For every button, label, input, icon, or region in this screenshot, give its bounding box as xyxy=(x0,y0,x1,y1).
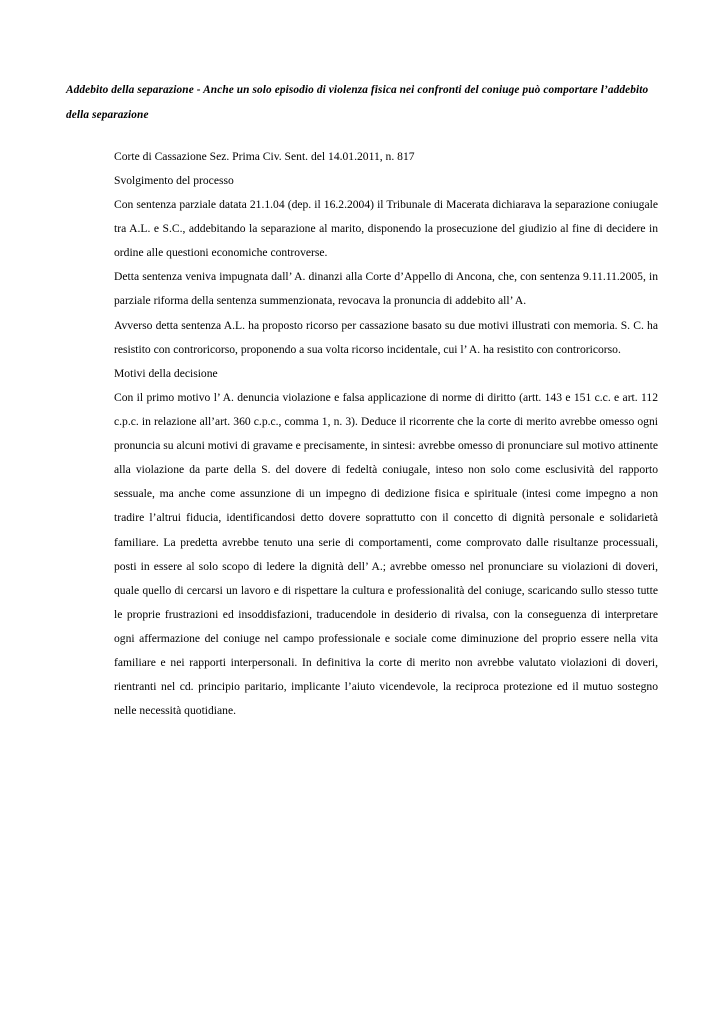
paragraph-tribunal-macerata: Con sentenza parziale datata 21.1.04 (dep. il 16.2.2004) il Tribunale di Macerata dichiarava la separazione coniugale tra A.L. e S.C., addebitando la separazione al marito, disponendo la prosecuzione del giudizio al fine di decidere in ordine alle questioni economiche controverse. xyxy=(114,198,658,260)
paragraph-first-ground: Con il primo motivo l’ A. denuncia violazione e falsa applicazione di norme di diritto (artt. 143 e 151 c.c. e art. 112 c.p.c. in relazione all’art. 360 c.p.c., comma 1, n. 3). Deduce il ricorrente che la corte di merito avrebbe omesso ogni pronuncia su alcuni motivi di gravame e precisamente, in sintesi: avrebbe omesso di pronunciare sul motivo attinente alla violazione da parte della S. del dovere di fedeltà coniugale, inteso non solo come esclusività del rapporto sessuale, ma anche come assunzione di un impegno di dedizione fisica e spirituale (intesi come impegno a non tradire l’altrui fiducia, identificandosi detto dovere soprattutto con il concetto di dignità personale e solidarietà familiare. La predetta avrebbe tenuto una serie di comportamenti, come comprovato dalle risultanze processuali, posti in essere al solo scopo di ledere la dignità dell’ A.; avrebbe omesso nel pronunciare su violazioni di doveri, quale quello di cercarsi un lavoro e di rispettare la cultura e professionalità del coniuge, scaricando sullo stesso tutte le proprie frustrazioni ed insoddisfazioni, traducendole in desiderio di rivalsa, con la conseguenza di interpretare ogni affermazione del coniuge nel campo professionale e sociale come diminuzione del proprio essere nella vita familiare e nei rapporti interpersonali. In definitiva la corte di merito non avrebbe valutato violazioni di doveri, rientranti nel cd. principio paritario, implicante l’aiuto vicendevole, la reciproca protezione ed il mutuo sostegno nelle necessità quotidiane. xyxy=(114,390,658,718)
document-body xyxy=(114,145,658,724)
paragraph-appeal-ancona: Detta sentenza veniva impugnata dall’ A. dinanzi alla Corte d’Appello di Ancona, che, con sentenza 9.11.11.2005, in parziale riforma della sentenza summenzionata, revocava la pronuncia di addebito all’ A. xyxy=(114,270,658,308)
paragraph-section-heading-decision: Motivi della decisione xyxy=(114,366,218,380)
document-title: Addebito della separazione - Anche un solo episodio di violenza fisica nei confronti del coniuge può comportare l’addebito della separazione xyxy=(66,84,649,122)
paragraph-section-heading-proceedings: Svolgimento del processo xyxy=(114,173,234,187)
paragraph-cassation-appeal: Avverso detta sentenza A.L. ha proposto ricorso per cassazione basato su due motivi illustrati con memoria. S. C. ha resistito con controricorso, proponendo a sua volta ricorso incidentale, cui l’ A. ha resistito con controricorso. xyxy=(114,318,658,356)
paragraph-court-reference: Corte di Cassazione Sez. Prima Civ. Sent. del 14.01.2011, n. 817 xyxy=(114,149,415,163)
